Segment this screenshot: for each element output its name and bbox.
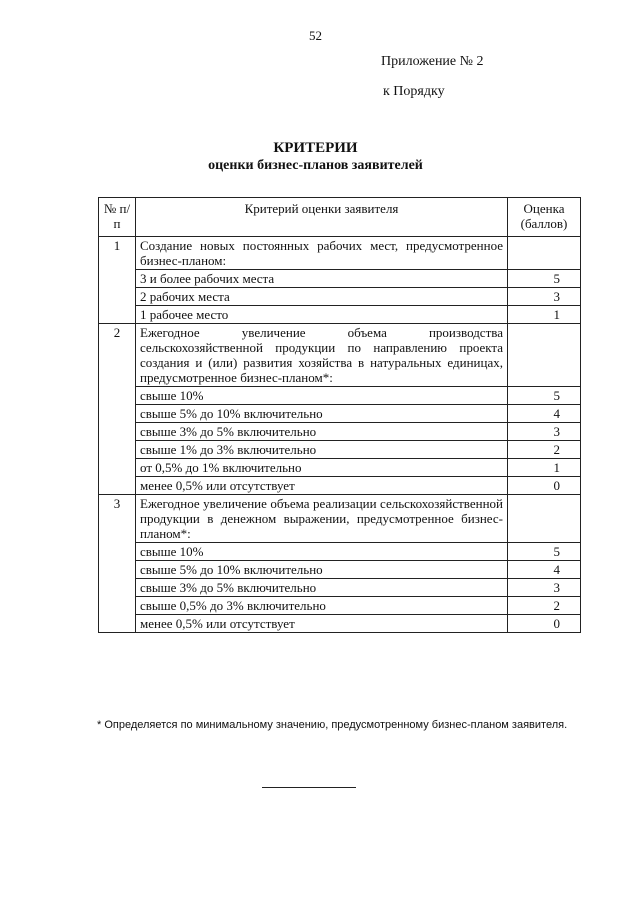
score-value: 1 [508, 306, 581, 324]
section-heading: Создание новых постоянных рабочих мест, предусмотренное бизнес-планом: [136, 237, 508, 270]
annex-title: Приложение № 2 [381, 54, 484, 69]
criterion-label: 3 и более рабочих места [136, 270, 508, 288]
criterion-label: свыше 10% [136, 387, 508, 405]
section-number: 1 [99, 237, 136, 324]
criterion-label: свыше 10% [136, 543, 508, 561]
table-row [99, 237, 581, 270]
criterion-label: свыше 1% до 3% включительно [136, 441, 508, 459]
header-num: № п/п [99, 198, 136, 237]
criterion-label: менее 0,5% или отсутствует [136, 477, 508, 495]
score-value: 4 [508, 405, 581, 423]
document-title: КРИТЕРИИ [273, 140, 358, 156]
table-row [99, 324, 581, 387]
table-row [99, 387, 581, 405]
table-row [99, 423, 581, 441]
table-row [99, 288, 581, 306]
score-value: 3 [508, 423, 581, 441]
table-row [99, 561, 581, 579]
table-row [99, 597, 581, 615]
criterion-label: свыше 5% до 10% включительно [136, 405, 508, 423]
footnote: * Определяется по минимальному значению, предусмотренному бизнес-планом заявителя. [97, 719, 568, 731]
section-heading: Ежегодное увеличение объема реализации сельскохозяйственной продукции в денежном выражении, предусмотренное бизнес-планом*: [136, 495, 508, 543]
table-row [99, 441, 581, 459]
score-value: 3 [508, 288, 581, 306]
score-value: 5 [508, 270, 581, 288]
criterion-label: свыше 3% до 5% включительно [136, 579, 508, 597]
criterion-label: свыше 0,5% до 3% включительно [136, 597, 508, 615]
table-row [99, 405, 581, 423]
score-value: 2 [508, 441, 581, 459]
document-subtitle: оценки бизнес-планов заявителей [208, 158, 423, 173]
score-value: 0 [508, 477, 581, 495]
score-value: 2 [508, 597, 581, 615]
table-row [99, 270, 581, 288]
section-heading: Ежегодное увеличение объема производства сельскохозяйственной продукции по направлению проекта создания и (или) развития хозяйства в натуральных единицах, предусмотренное бизнес-планом*: [136, 324, 508, 387]
score-cell-empty [508, 237, 581, 270]
criterion-label: менее 0,5% или отсутствует [136, 615, 508, 633]
table-row [99, 306, 581, 324]
score-cell-empty [508, 495, 581, 543]
table-header-row [99, 198, 581, 237]
criterion-label: свыше 5% до 10% включительно [136, 561, 508, 579]
score-value: 0 [508, 615, 581, 633]
table-row [99, 543, 581, 561]
score-value: 5 [508, 543, 581, 561]
table-row [99, 477, 581, 495]
score-value: 3 [508, 579, 581, 597]
table-row [99, 495, 581, 543]
criterion-label: свыше 3% до 5% включительно [136, 423, 508, 441]
table-row [99, 579, 581, 597]
criterion-label: 1 рабочее место [136, 306, 508, 324]
score-cell-empty [508, 324, 581, 387]
table-row [99, 459, 581, 477]
criterion-label: 2 рабочих места [136, 288, 508, 306]
score-value: 1 [508, 459, 581, 477]
score-value: 4 [508, 561, 581, 579]
end-divider [262, 787, 356, 788]
criteria-table [98, 197, 581, 633]
section-number: 2 [99, 324, 136, 495]
table-row [99, 615, 581, 633]
page-number: 52 [309, 28, 322, 43]
header-criterion: Критерий оценки заявителя [136, 198, 508, 237]
criterion-label: от 0,5% до 1% включительно [136, 459, 508, 477]
annex-subtitle: к Порядку [383, 84, 445, 99]
score-value: 5 [508, 387, 581, 405]
header-score: Оценка (баллов) [508, 198, 581, 237]
section-number: 3 [99, 495, 136, 633]
